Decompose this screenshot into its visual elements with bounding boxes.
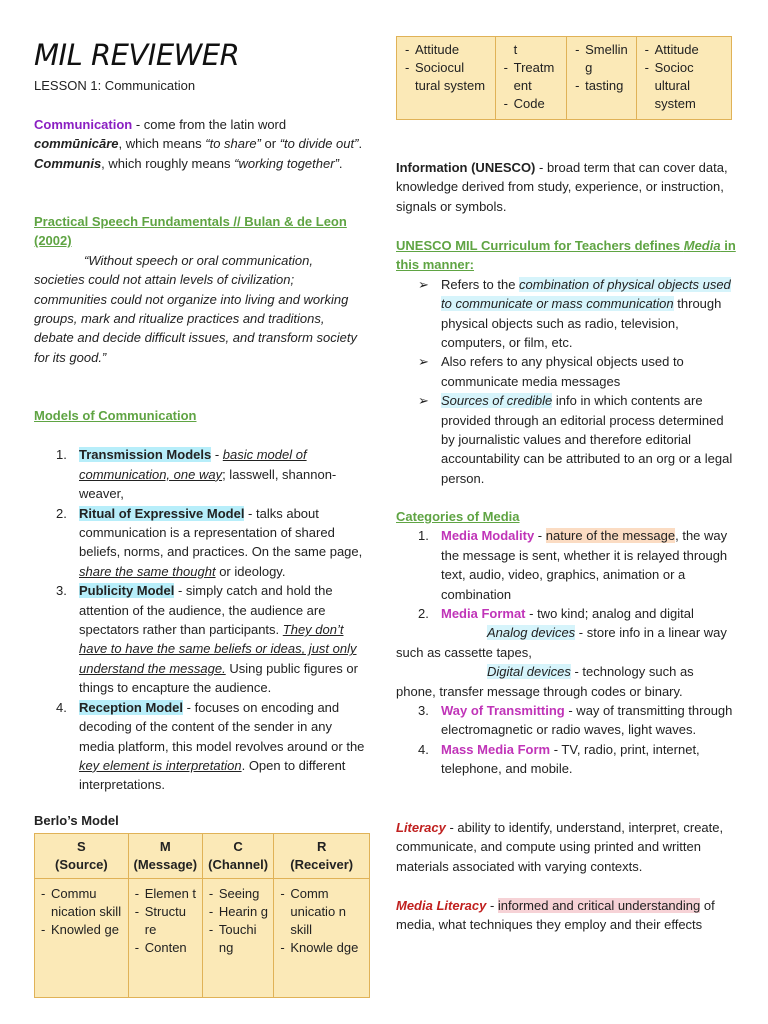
analog-devices-text: Analog devices - store info in a linear way such as cassette tapes,	[396, 625, 727, 660]
berlo-col-channel: C (Channel)	[202, 834, 273, 879]
table-cell: - Attitude - Sociocul tural system	[397, 37, 496, 120]
table-cell: - Commu nication skill - Knowled ge	[35, 879, 129, 998]
list-item: 2. Media Format - two kind; analog and digital	[418, 606, 694, 622]
table-cell: - Smellin g - tasting	[567, 37, 637, 120]
lesson-heading: LESSON 1: Communication	[34, 78, 196, 93]
models-heading: Models of Communication	[34, 408, 197, 423]
unesco-heading: UNESCO MIL Curriculum for Teachers defines Media in this manner:	[396, 238, 736, 273]
media-literacy-definition: Media Literacy - informed and critical understanding of media, what techniques they employ and their effects	[396, 898, 715, 933]
literacy-definition: Literacy - ability to identify, understand, interpret, create, communicate, and compute using printed and written materials associated with varying contexts.	[396, 820, 724, 874]
list-item: ➢ Refers to the combination of physical objects used to communicate or mass communication through physical objects such as radio, television, computers, or film, etc.	[418, 276, 731, 351]
communication-definition: Communication - come from the latin word commūnicāre, which means “to share” or “to divide out”. Communis, which roughly means “working together”.	[34, 117, 363, 171]
table-cell: - Seeing - Hearin g - Touchi ng	[202, 879, 273, 998]
list-item: 1. Media Modality - nature of the message, the way the message is sent, whether it is relayed through text, audio, video, graphics, animation or a combination	[418, 528, 728, 602]
list-item: ➢ Also refers to any physical objects used to communicate media messages	[418, 354, 684, 389]
list-item: 3. Publicity Model - simply catch and hold the attention of the audience, the audience are spectators rather than participants. They don’t have to have the same beliefs or ideas, just only understand the message. Using public figures or things to encapture the audience.	[56, 583, 358, 696]
berlo-table	[34, 833, 370, 998]
communication-term: Communication	[34, 117, 133, 132]
practical-speech-heading: Practical Speech Fundamentals // Bulan & de Leon (2002)	[34, 214, 347, 249]
list-item: 1. Transmission Models - basic model of communication, one way; lasswell, shannon-weaver,	[56, 447, 337, 502]
digital-devices-text: Digital devices - technology such as phone, transfer message through codes or binary.	[396, 664, 694, 699]
list-item: 4. Mass Media Form - TV, radio, print, internet, telephone, and mobile.	[418, 741, 700, 777]
table-cell: t - Treatm ent - Code	[495, 37, 566, 120]
page-title: MIL REVIEWER	[34, 38, 240, 72]
berlo-col-message: M (Message)	[128, 834, 202, 879]
table-cell: - Comm unicatio n skill - Knowle dge	[274, 879, 370, 998]
berlo-col-receiver: R (Receiver)	[274, 834, 370, 879]
arrow-bullet-icon: ➢	[418, 276, 429, 292]
table-cell: - Elemen t - Structu re - Conten	[128, 879, 202, 998]
models-section	[34, 406, 366, 795]
categories-heading: Categories of Media	[396, 509, 520, 524]
list-item: 4. Reception Model - focuses on encoding and decoding of the content of the sender in any media platform, this model revolves around or the key element is interpretation. Open to different interpretations.	[56, 699, 365, 793]
berlo-heading: Berlo’s Model	[34, 813, 119, 828]
practical-speech-quote: “Without speech or oral communication, societies could not attain levels of civilization; communities could not organize into living and working groups, mark and ritualize practices and traditions, debate and decide difficult issues, and transform society for its good.”	[34, 252, 358, 365]
arrow-bullet-icon: ➢	[418, 354, 429, 370]
list-item: 3. Way of Transmitting - way of transmitting through electromagnetic or radio waves, light waves.	[418, 703, 733, 738]
list-item: ➢ Sources of credible info in which contents are provided through an editorial process determined by journalistic values and therefore editorial accountability can be attributed to an org or a legal person.	[418, 393, 733, 486]
berlo-col-source: S (Source)	[35, 834, 129, 879]
unesco-section	[396, 236, 736, 488]
models-list	[34, 445, 366, 794]
list-item: 2. Ritual of Expressive Model - talks about communication is a representation of shared beliefs, norms, and practices. On the same page, share the same thought or ideology.	[56, 505, 363, 579]
berlo-table-continued	[396, 36, 732, 120]
arrow-bullet-icon: ➢	[418, 393, 429, 409]
information-definition: Information (UNESCO) - broad term that can cover data, knowledge derived from study, experience, or instruction, signals or symbols.	[396, 160, 728, 214]
categories-section	[396, 507, 736, 779]
practical-speech-section	[34, 212, 366, 367]
table-cell: - Attitude - Socioc ultural system	[636, 37, 731, 120]
